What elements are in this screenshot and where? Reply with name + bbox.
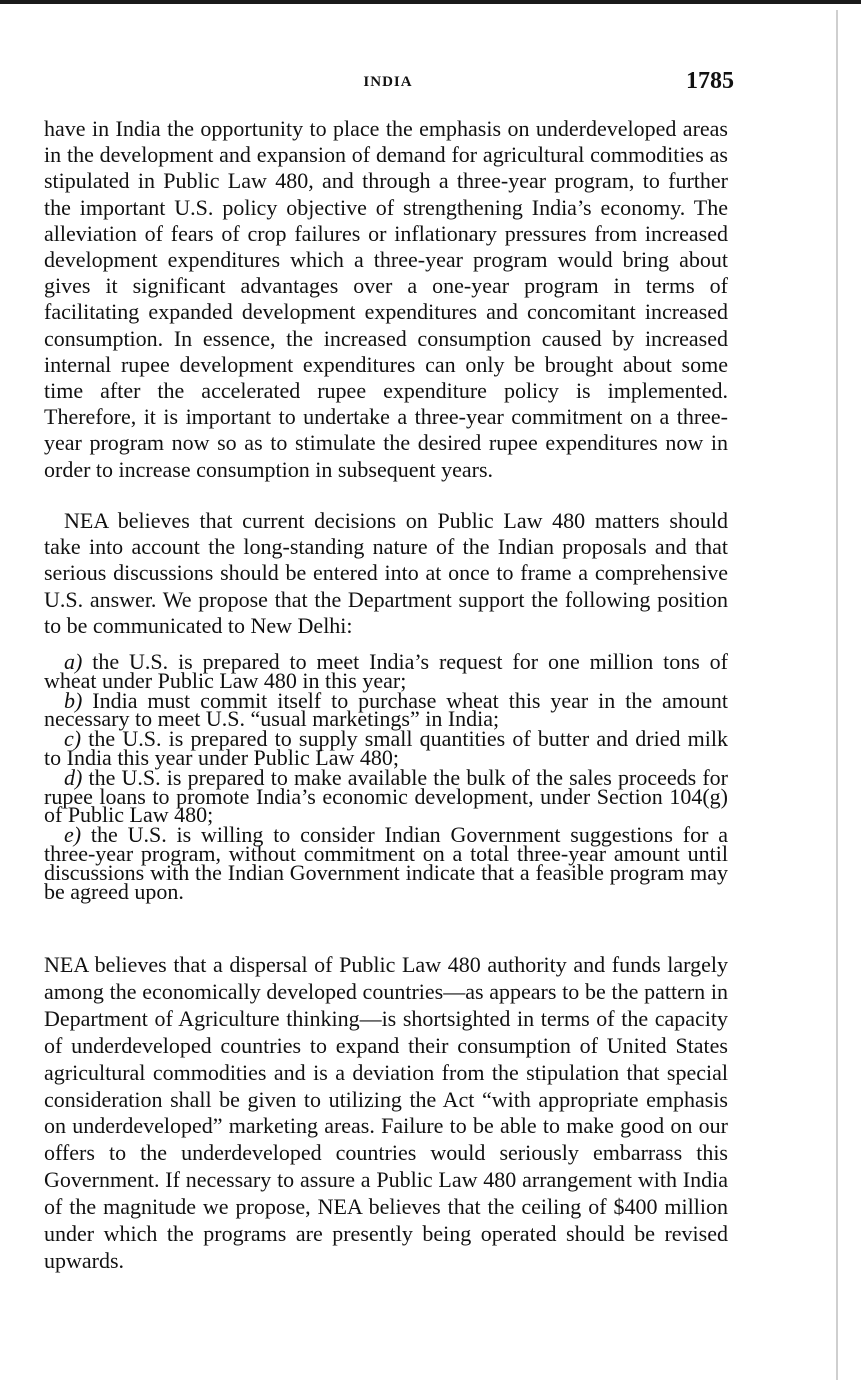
paragraph-1: have in India the opportunity to place the emphasis on underdeveloped areas in the development and expansion of demand for agricultural commodities as stipulated in Public Law 480, and through a three-year program, to further the important U.S. policy objective of strengthening India’s economy. The alleviation of fears of crop failures or inflationary pressures from increased development expenditures which a three-year program would bring about gives it significant advantages over a one-year program in terms of facilitating expanded development expenditures and concomitant increased consumption. In essence, the increased consumption caused by increased internal rupee development expenditures can only be brought about some time after the accelerated rupee expenditure policy is implemented. Therefore, it is important to undertake a three-year commitment on a three-year program now so as to stimulate the desired rupee expenditures now in order to increase consumption in subsequent years. xyxy=(44,116,728,482)
page-header xyxy=(0,68,861,104)
paragraph-2: NEA believes that current decisions on Public Law 480 matters should take into account the long-standing nature of the Indian proposals and that serious discussions should be entered into at once to frame a comprehensive U.S. answer. We propose that the Department support the following position to be communicated to New Delhi: xyxy=(44,508,728,638)
list-item-text: the U.S. is prepared to supply small quantities of butter and dried milk to India this year under Public Law 480; xyxy=(44,726,729,770)
paragraph-3: NEA believes that a dispersal of Public Law 480 authority and funds largely among the economically developed countries—as appears to be the pattern in Department of Agriculture thinking—is shortsighted in terms of the capacity of underdeveloped countries to expand their consumption of United States agricultural commodities and is a deviation from the stipulation that special consideration shall be given to utilizing the Act “with appropriate emphasis on underdeveloped” marketing areas. Failure to be able to make good on our offers to the underdeveloped countries would seriously embarrass this Government. If necessary to assure a Public Law 480 arrangement with India of the magnitude we propose, NEA believes that the ceiling of $400 million under which the programs are presently being operated should be revised upwards. xyxy=(44,952,728,1273)
page-edge-shadow xyxy=(836,10,838,1380)
list-marker: d) xyxy=(64,764,83,790)
list-item xyxy=(44,649,729,693)
list-marker: e) xyxy=(64,822,82,848)
list-item-text: the U.S. is prepared to meet India’s request for one million tons of wheat under Public Law 480 in this year; xyxy=(44,649,729,693)
list-item-text: the U.S. is willing to consider Indian Government suggestions for a three-year program, without commitment on a total three-year amount until discussions with the Indian Government indicate that a feasible program may be agreed upon. xyxy=(44,822,729,904)
list-item xyxy=(44,822,729,904)
list-item-text: the U.S. is prepared to make available the bulk of the sales proceeds for rupee loans to promote India’s economic development, under Section 104(g) of Public Law 480; xyxy=(44,764,729,828)
top-edge-rule xyxy=(0,0,861,4)
list-item-text: India must commit itself to purchase wheat this year in the amount necessary to meet U.S. “usual marketings” in India; xyxy=(44,687,728,732)
list-marker: a) xyxy=(64,649,83,674)
position-list xyxy=(44,649,729,904)
list-item xyxy=(44,764,729,828)
list-item xyxy=(44,726,729,770)
list-marker: c) xyxy=(64,726,82,752)
running-title: INDIA xyxy=(363,74,413,90)
list-item xyxy=(44,687,728,732)
page-number: 1785 xyxy=(686,68,734,94)
list-marker: b) xyxy=(64,687,83,713)
